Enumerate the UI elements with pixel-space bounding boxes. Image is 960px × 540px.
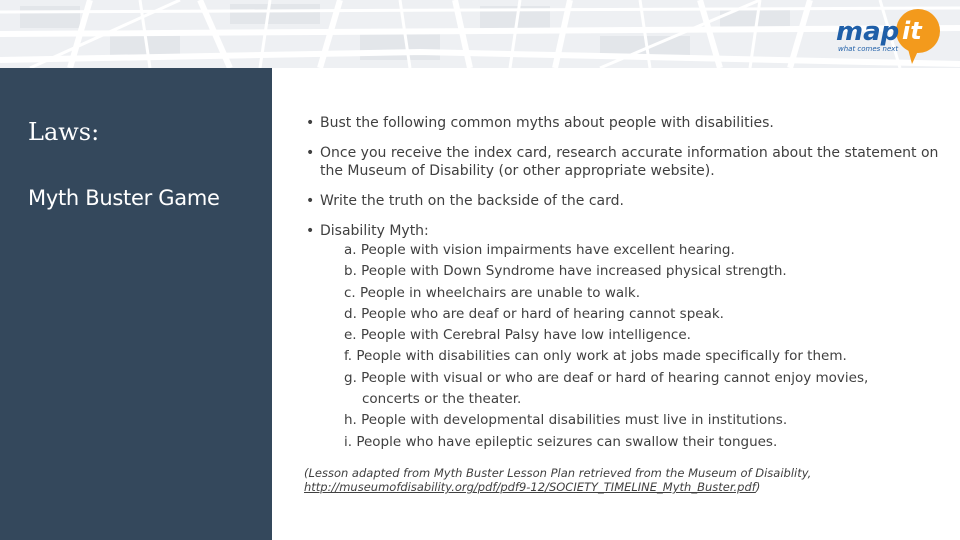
myth-item: c. People in wheelchairs are unable to walk.	[344, 284, 641, 301]
bullet-dot-icon: •	[306, 145, 315, 161]
myth-item: e. People with Cerebral Palsy have low intelligence.	[344, 327, 691, 344]
myth-item: g. People with visual or who are deaf or hard of hearing cannot enjoy movies,	[344, 369, 869, 386]
source-note-close: )	[755, 480, 761, 494]
myth-item: f. People with disabilities can only work at jobs made specifically for them.	[344, 348, 847, 365]
bullet-text: Once you receive the index card, research accurate information about the statement on the Museum of Disability (or other appropriate website).	[320, 145, 939, 179]
map-header-background	[0, 0, 960, 68]
myth-item: h. People with developmental disabilities must live in institutions.	[344, 412, 788, 429]
myth-item: i. People who have epileptic seizures can swallow their tongues.	[344, 433, 778, 450]
street-map-illustration	[0, 0, 960, 68]
bullet-item	[306, 192, 946, 210]
bullet-dot-icon: •	[306, 223, 315, 239]
bullet-item	[306, 222, 946, 240]
logo-tagline: what comes next	[838, 45, 899, 53]
source-note-text: (Lesson adapted from Myth Buster Lesson Plan retrieved from the Museum of Disaiblity,	[304, 466, 812, 480]
myth-item: a. People with vision impairments have excellent hearing.	[344, 242, 735, 258]
bullet-text: Write the truth on the backside of the card.	[320, 193, 624, 209]
bullet-text: Disability Myth:	[320, 223, 429, 239]
myth-item-continuation: concerts or the theater.	[362, 391, 522, 408]
bullet-item	[306, 144, 946, 180]
bullet-dot-icon: •	[306, 115, 315, 131]
bullet-dot-icon: •	[306, 193, 315, 209]
slide-subtitle: Myth Buster Game	[28, 186, 220, 210]
myth-item: b. People with Down Syndrome have increased physical strength.	[344, 263, 787, 280]
source-note	[304, 466, 864, 494]
bullet-text: Bust the following common myths about people with disabilities.	[320, 115, 774, 131]
logo-word-it: it	[902, 17, 922, 45]
mapit-logo-graphic	[834, 4, 946, 66]
mapit-logo	[834, 4, 946, 66]
logo-word-map: map	[836, 17, 900, 47]
source-link[interactable]: http://museumofdisability.org/pdf/pdf9-12/SOCIETY_TIMELINE_Myth_Buster.pdf	[304, 480, 756, 494]
bullet-item	[306, 114, 946, 132]
myth-list	[344, 240, 946, 453]
slide-body	[306, 114, 946, 453]
myth-item: d. People who are deaf or hard of hearing cannot speak.	[344, 305, 724, 322]
left-title-panel	[0, 68, 272, 540]
slide-title: Laws:	[28, 118, 100, 146]
